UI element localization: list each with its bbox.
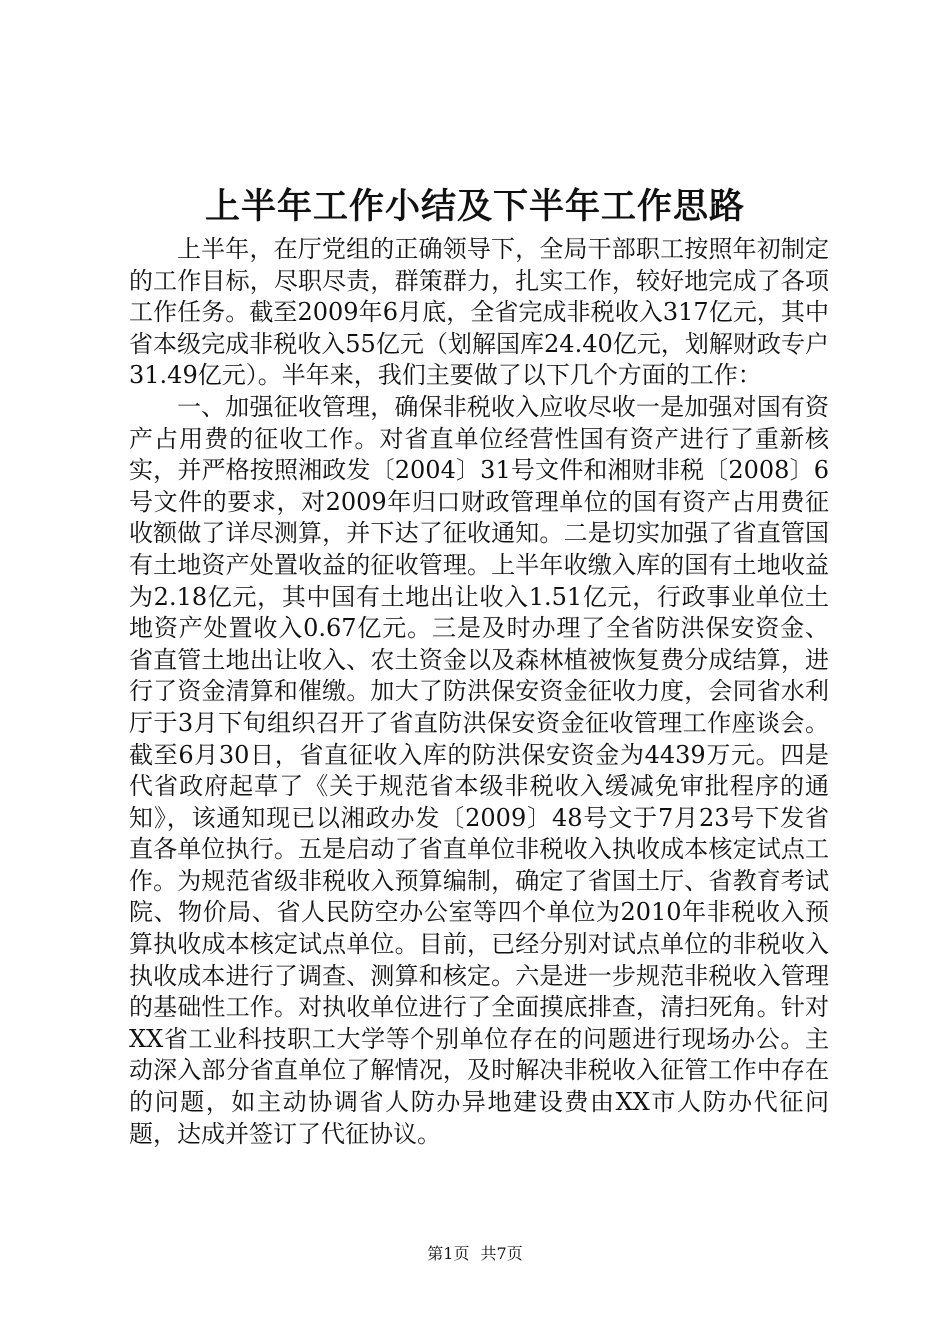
paragraph-section-one: 一、加强征收管理，确保非税收入应收尽收一是加强对国有资产占用费的征收工作。对省直单位经营性国有资产进行了重新核实，并严格按照湘政发〔2004〕31号文件和湘财非税〔2008〕6号文件的要求，对2009年归口财政管理单位的国有资产占用费征收额做了详尽测算，并下达了征收通知。二是切实加强了省直管国有土地资产处置收益的征收管理。上半年收缴入库的国有土地收益为2.18亿元，其中国有土地出让收入1.51亿元，行政事业单位土地资产处置收入0.67亿元。三是及时办理了全省防洪保安资金、省直管土地出让收入、农土资金以及森林植被恢复费分成结算，进行了资金清算和催缴。加大了防洪保安资金征收力度，会同省水利厅于3月下旬组织召开了省直防洪保安资金征收管理工作座谈会。截至6月30日，省直征收入库的防洪保安资金为4439万元。四是代省政府起草了《关于规范省本级非税收入缓减免审批程序的通知》，该通知现已以湘政办发〔2009〕48号文于7月23号下发省直各单位执行。五是启动了省直单位非税收入执收成本核定试点工作。为规范省级非税收入预算编制，确定了省国土厅、省教育考试院、物价局、省人民防空办公室等四个单位为2010年非税收入预算执收成本核定试点单位。目前，已经分别对试点单位的非税收入执收成本进行了调查、测算和核定。六是进一步规范非税收入管理的基础性工作。对执收单位进行了全面摸底排查，清扫死角。针对XX省工业科技职工大学等个别单位存在的问题进行现场办公。主动深入部分省直单位了解情况，及时解决非税收入征管工作中存在的问题，如主动协调省人防办异地建设费由XX市人防办代征问题，达成并签订了代征协议。	[129, 392, 829, 1148]
page-number: 第1页	[427, 1244, 470, 1263]
document-title: 上半年工作小结及下半年工作思路	[204, 187, 745, 227]
paragraph-intro: 上半年，在厅党组的正确领导下，全局干部职工按照年初制定的工作目标，尽职尽责，群策群力，扎实工作，较好地完成了各项工作任务。截至2009年6月底，全省完成非税收入317亿元，其中省本级完成非税收入55亿元（划解国库24.40亿元，划解财政专户31.49亿元）。半年来，我们主要做了以下几个方面的工作：	[129, 235, 829, 390]
page-total: 共7页	[480, 1244, 523, 1263]
page-footer	[0, 1244, 950, 1264]
document-body	[129, 234, 829, 1150]
